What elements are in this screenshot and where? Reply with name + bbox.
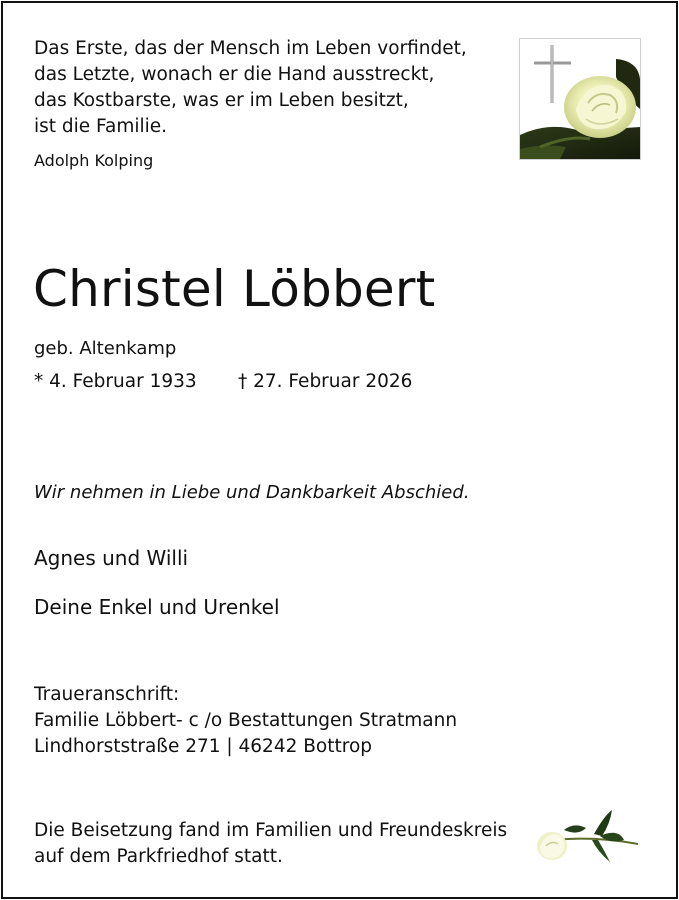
birth-name: geb. Altenkamp: [34, 338, 177, 359]
quote-text: [34, 36, 467, 140]
death-date: † 27. Februar 2026: [238, 371, 413, 392]
quote-line: Das Erste, das der Mensch im Leben vorfindet,: [34, 38, 467, 59]
cross-icon: [534, 45, 571, 103]
burial-line: auf dem Parkfriedhof statt.: [34, 846, 283, 867]
burial-line: Die Beisetzung fand im Familien und Freundeskreis: [34, 820, 508, 841]
birth-date: * 4. Februar 1933: [34, 371, 197, 392]
deceased-name: Christel Löbbert: [33, 260, 436, 318]
mourner-line: Agnes und Willi: [34, 546, 189, 570]
address-line: Familie Löbbert- c /o Bestattungen Stratmann: [34, 710, 458, 731]
quote-line: das Kostbarste, was er im Leben besitzt,: [34, 90, 409, 111]
quote-line: ist die Familie.: [34, 116, 168, 137]
rose-icon: [537, 832, 567, 860]
burial-note: [34, 818, 507, 870]
address-label: Traueranschrift:: [34, 684, 180, 705]
cross-and-white-rose-image: [519, 38, 641, 160]
farewell-text: Wir nehmen in Liebe und Dankbarkeit Abschied.: [34, 482, 470, 503]
mourning-address: [34, 682, 457, 760]
mourner-line: Deine Enkel und Urenkel: [34, 595, 280, 619]
address-line: Lindhorststraße 271 | 46242 Bottrop: [34, 736, 373, 757]
rose-icon: [564, 76, 636, 138]
white-rose-image: [534, 806, 644, 868]
quote-line: das Letzte, wonach er die Hand ausstreckt,: [34, 64, 435, 85]
quote-author: Adolph Kolping: [34, 151, 154, 170]
